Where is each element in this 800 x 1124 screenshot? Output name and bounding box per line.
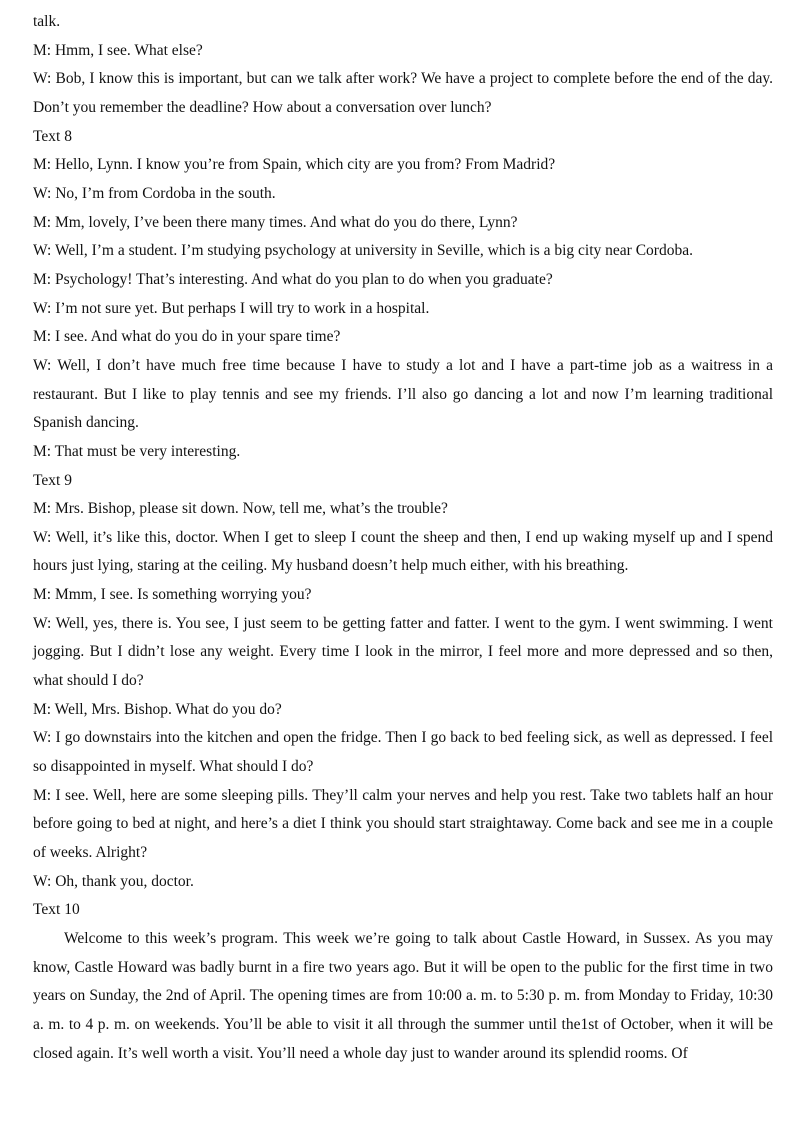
text-line: M: Mm, lovely, I’ve been there many times. And what do you do there, Lynn? (33, 213, 518, 231)
text-line: W: Bob, I know this is important, but can we talk after work? We have a project to complete before the end of the day. Don’t you remember the deadline? How about a conversation over lunch? (33, 70, 773, 116)
text-line: W: I go downstairs into the kitchen and open the fridge. Then I go back to bed feeling sick, as well as depressed. I feel so disappointed in myself. What should I do? (33, 729, 773, 776)
monologue-paragraph: Welcome to this week’s program. This week we’re going to talk about Castle Howard, in Sussex. As you may know, Castle Howard was badly burnt in a fire two years ago. But it will be open to the public for the first time in two years on Sunday, the 2nd of April. The opening times are from 10:00 a. m. to 5:30 p. m. from Monday to Friday, 10:30 a. m. to 4 p. m. on weekends. You’ll be able to visit it all through the summer until the1st of October, when it will be closed again. It’s well worth a visit. You’ll need a whole day just to wander around its splendid rooms. Of (33, 930, 773, 1062)
text-line: W: Well, I’m a student. I’m studying psychology at university in Seville, which is a big city near Cordoba. (33, 242, 693, 260)
text-line: W: I’m not sure yet. But perhaps I will try to work in a hospital. (33, 299, 430, 317)
section-heading-text-9: Text 9 (33, 471, 72, 489)
text-line: M: Psychology! That’s interesting. And what do you plan to do when you graduate? (33, 270, 553, 288)
text-line: W: Well, I don’t have much free time because I have to study a lot and I have a part-time job as a waitress in a restaurant. But I like to play tennis and see my friends. I’ll also go dancing a lot and now I’m learning traditional Spanish dancing. (33, 356, 773, 432)
text-line: M: Well, Mrs. Bishop. What do you do? (33, 700, 282, 718)
text-line: W: Well, yes, there is. You see, I just seem to be getting fatter and fatter. I went to the gym. I went swimming. I went jogging. But I didn’t lose any weight. Every time I look in the mirror, I feel more and more depressed and so then, what should I do? (33, 614, 773, 690)
text-line: M: Mrs. Bishop, please sit down. Now, tell me, what’s the trouble? (33, 500, 448, 518)
text-line: W: Well, it’s like this, doctor. When I get to sleep I count the sheep and then, I end up waking myself up and I spend hours just lying, staring at the ceiling. My husband doesn’t help much either, with his breathing. (33, 528, 773, 575)
text-line: M: Hmm, I see. What else? (33, 41, 203, 59)
text-line: talk. (33, 13, 61, 30)
section-heading-text-8: Text 8 (33, 127, 72, 145)
text-line: M: Mmm, I see. Is something worrying you? (33, 586, 312, 604)
text-line: W: No, I’m from Cordoba in the south. (33, 184, 276, 202)
text-line: M: I see. Well, here are some sleeping pills. They’ll calm your nerves and help you rest. Take two tablets half an hour before going to bed at night, and here’s a diet I think you should start straightaway. Come back and see me in a couple of weeks. Alright? (33, 786, 773, 862)
transcript-body (33, 8, 773, 1068)
text-line: W: Oh, thank you, doctor. (33, 872, 194, 890)
text-line: M: I see. And what do you do in your spare time? (33, 328, 341, 346)
text-line: M: That must be very interesting. (33, 442, 241, 460)
text-line: M: Hello, Lynn. I know you’re from Spain, which city are you from? From Madrid? (33, 156, 556, 174)
section-heading-text-10: Text 10 (33, 901, 80, 919)
